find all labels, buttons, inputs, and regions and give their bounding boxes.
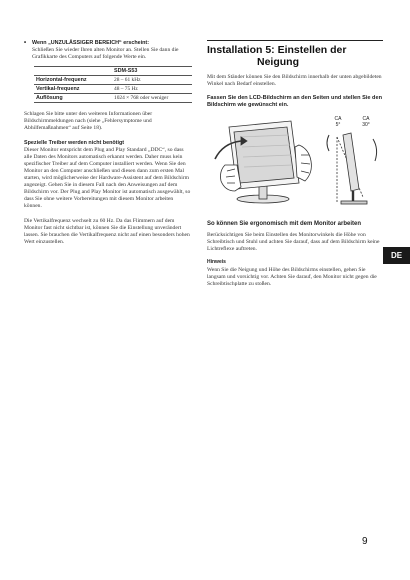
message-reference-paragraph: Schlagen Sie bitte unter den weiteren Informationen über Bildschirmmeldungen nach (siehe „Fehlersymptome und Abhilfemaßnahmen“ auf Seite 18). xyxy=(24,111,153,131)
left-column xyxy=(24,40,192,246)
tilt-angle-diagram xyxy=(323,115,383,207)
intro-paragraph: Mit dem Ständer können Sie den Bildschirm innerhalb der unten abgebildeten Winkel nach Bedarf einstellen. xyxy=(207,74,382,87)
bullet-heading xyxy=(24,40,192,47)
table-header-empty xyxy=(34,67,112,76)
angle-label-left-bottom: 5° xyxy=(335,121,341,128)
driver-paragraph: Dieser Monitor entspricht dem Plug and Play Standard „DDC“, so dass alle Daten des Monitors automatisch erkannt werden. Daher muss kein spezifischer Treiber auf dem Computer installiert werden. Wenn Sie den Monitor an den Computer anschließen und diesen dann zum ersten Mal starten, wird möglicherweise der Hardware-Assistent auf dem Bildschirm angezeigt. Gehen Sie in diesem Fall nach den Anweisungen auf dem Bildschirm vor. Der Plug and Play Monitor ist automatisch ausgewählt, so dass Sie ohne weitere Vorbereitungen mit diesem Monitor arbeiten können. xyxy=(24,147,191,209)
language-tab: DE xyxy=(383,247,410,264)
table-row xyxy=(34,94,192,103)
bullet-text: Schließen Sie wieder Ihren alten Monitor an. Stellen Sie dann die Grafikkarte des Computers auf folgende Werte ein. xyxy=(32,47,179,60)
hint-paragraph: Wenn Sie die Neigung und Höhe des Bildschirms einstellen, gehen Sie langsam und vorsichtig vor. Achten Sie darauf, den Monitor nicht gegen die Schreibtischplatte zu stoßen. xyxy=(207,267,377,287)
frequency-table xyxy=(34,66,192,103)
bullet-heading-text: Wenn „UNZULÄSSIGER BEREICH“ erscheint: xyxy=(32,40,150,46)
table-cell-value: 1024 × 768 oder weniger xyxy=(112,94,192,103)
table-header-model: SDM-S53 xyxy=(112,67,192,76)
angle-label-right-bottom: 30° xyxy=(362,121,370,128)
table-row xyxy=(34,85,192,94)
table-cell-label: Auflösung xyxy=(34,94,112,103)
table-row xyxy=(34,76,192,85)
hint-heading: Hinweis xyxy=(207,258,226,265)
hands-on-monitor-illustration xyxy=(207,115,327,207)
bullet-marker: • xyxy=(24,40,27,46)
instruction-paragraph: Fassen Sie den LCD-Bildschirm an den Seiten und stellen Sie den Bildschirm wie gewünscht ein. xyxy=(207,95,382,108)
angle-label-left-top: CA xyxy=(334,116,342,122)
driver-heading: Spezielle Treiber werden nicht benötigt xyxy=(24,140,125,146)
section-title-line2: Neigung xyxy=(257,56,299,68)
table-cell-value: 28 – 61 kHz xyxy=(112,76,192,85)
section-title xyxy=(207,40,383,68)
frequency-paragraph: Die Vertikalfrequenz wechselt zu 60 Hz. Da das Flimmern auf dem Monitor fast nicht sichtbar ist, können Sie die Einstellung unverändert lassen. Sie brauchen die Vertikalfrequenz nicht auf einen besonders hohen Wert einzustellen. xyxy=(24,218,190,245)
page-number: 9 xyxy=(362,536,368,547)
table-header-row xyxy=(34,67,192,76)
angle-label-left xyxy=(330,117,346,128)
right-column xyxy=(207,40,383,288)
table-cell-value: 48 – 75 Hz xyxy=(112,85,192,94)
tilt-illustration xyxy=(207,115,383,207)
ergonomic-heading: So können Sie ergonomisch mit dem Monitor arbeiten xyxy=(207,221,362,227)
angle-label-right xyxy=(357,117,375,128)
section-title-line1: Installation 5: Einstellen der xyxy=(207,44,347,56)
angle-label-right-top: CA xyxy=(362,116,370,122)
table-cell-label: Vertikal-frequenz xyxy=(34,85,112,94)
ergonomic-paragraph: Berücksichtigen Sie beim Einstellen des Monitorwinkels die Höhe von Schreibtisch und Stuhl und achten Sie darauf, dass auf dem Bildschirm keine Lichtreflexe auftreten. xyxy=(207,231,380,252)
table-cell-label: Horizontal-frequenz xyxy=(34,76,112,85)
